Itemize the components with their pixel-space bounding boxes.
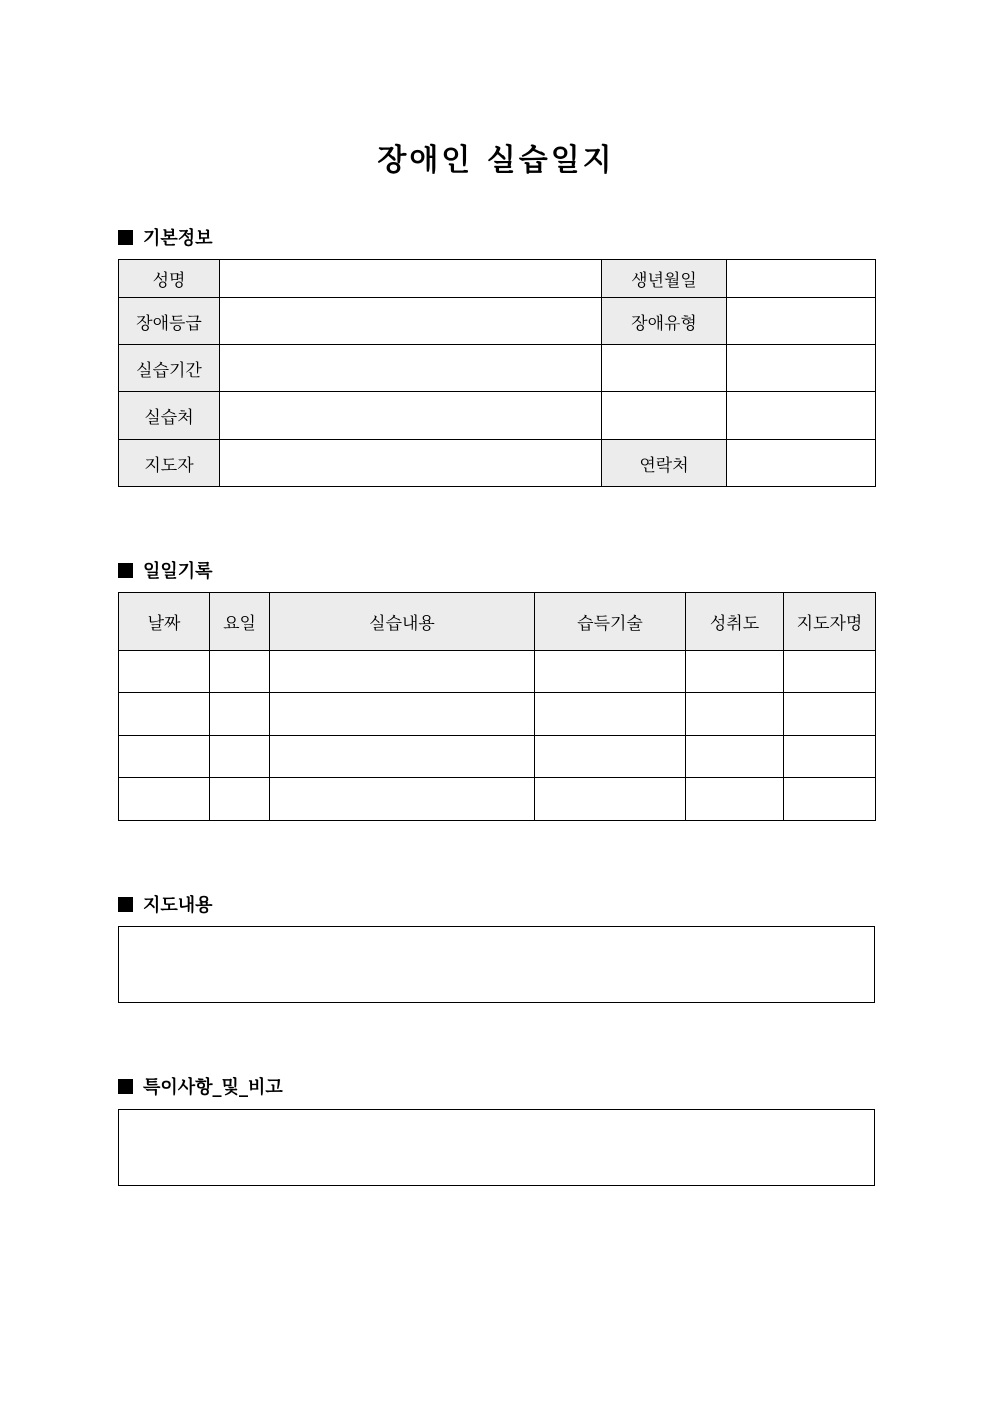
header-date: 날짜 [119, 593, 210, 651]
daily-record-table [118, 592, 876, 821]
table-cell[interactable] [210, 693, 270, 736]
table-cell[interactable] [210, 736, 270, 778]
table-cell[interactable] [270, 736, 535, 778]
section-heading-label: 일일기록 [143, 561, 213, 582]
section-heading-basic [118, 224, 213, 250]
type-field[interactable] [727, 298, 876, 345]
section-heading-label: 기본정보 [143, 228, 213, 249]
header-day: 요일 [210, 593, 270, 651]
table-cell[interactable] [686, 693, 784, 736]
table-row [119, 736, 876, 778]
table-cell[interactable] [119, 651, 210, 693]
name-label: 성명 [119, 260, 220, 298]
empty-cell[interactable] [727, 392, 876, 440]
table-row [119, 298, 876, 345]
table-row [119, 651, 876, 693]
section-heading-daily [118, 557, 213, 583]
empty-cell[interactable] [727, 345, 876, 392]
table-cell[interactable] [784, 778, 876, 821]
table-cell[interactable] [270, 693, 535, 736]
table-cell[interactable] [686, 778, 784, 821]
grade-field[interactable] [220, 298, 602, 345]
page-title: 장애인 실습일지 [377, 143, 615, 178]
section-heading-label: 지도내용 [143, 895, 213, 916]
square-bullet-icon [118, 563, 133, 578]
remarks-box[interactable] [118, 1109, 875, 1186]
grade-label: 장애등급 [119, 298, 220, 345]
table-cell[interactable] [535, 736, 686, 778]
table-cell[interactable] [686, 651, 784, 693]
table-row [119, 392, 876, 440]
birth-label: 생년월일 [602, 260, 727, 298]
table-cell[interactable] [784, 736, 876, 778]
header-achievement: 성취도 [686, 593, 784, 651]
empty-cell[interactable] [602, 392, 727, 440]
table-row [119, 440, 876, 487]
table-cell[interactable] [784, 651, 876, 693]
square-bullet-icon [118, 230, 133, 245]
birth-field[interactable] [727, 260, 876, 298]
header-content: 실습내용 [270, 593, 535, 651]
table-row [119, 693, 876, 736]
header-skills: 습득기술 [535, 593, 686, 651]
header-supervisor: 지도자명 [784, 593, 876, 651]
basic-info-table [118, 259, 876, 487]
table-cell[interactable] [535, 693, 686, 736]
section-heading-label: 특이사항_및_비고 [143, 1077, 283, 1098]
place-label: 실습처 [119, 392, 220, 440]
table-cell[interactable] [210, 778, 270, 821]
table-row [119, 345, 876, 392]
table-header-row [119, 593, 876, 651]
contact-field[interactable] [727, 440, 876, 487]
table-cell[interactable] [686, 736, 784, 778]
square-bullet-icon [118, 1079, 133, 1094]
place-field[interactable] [220, 392, 602, 440]
guidance-box[interactable] [118, 926, 875, 1003]
contact-label: 연락처 [602, 440, 727, 487]
type-label: 장애유형 [602, 298, 727, 345]
section-heading-guidance [118, 891, 213, 917]
table-cell[interactable] [784, 693, 876, 736]
square-bullet-icon [118, 897, 133, 912]
table-row [119, 260, 876, 298]
period-label: 실습기간 [119, 345, 220, 392]
table-cell[interactable] [270, 651, 535, 693]
supervisor-field[interactable] [220, 440, 602, 487]
table-cell[interactable] [270, 778, 535, 821]
table-cell[interactable] [119, 778, 210, 821]
supervisor-label: 지도자 [119, 440, 220, 487]
table-cell[interactable] [119, 736, 210, 778]
table-cell[interactable] [119, 693, 210, 736]
name-field[interactable] [220, 260, 602, 298]
period-field[interactable] [220, 345, 602, 392]
table-row [119, 778, 876, 821]
empty-cell[interactable] [602, 345, 727, 392]
section-heading-remarks [118, 1073, 283, 1099]
table-cell[interactable] [535, 778, 686, 821]
table-cell[interactable] [210, 651, 270, 693]
table-cell[interactable] [535, 651, 686, 693]
